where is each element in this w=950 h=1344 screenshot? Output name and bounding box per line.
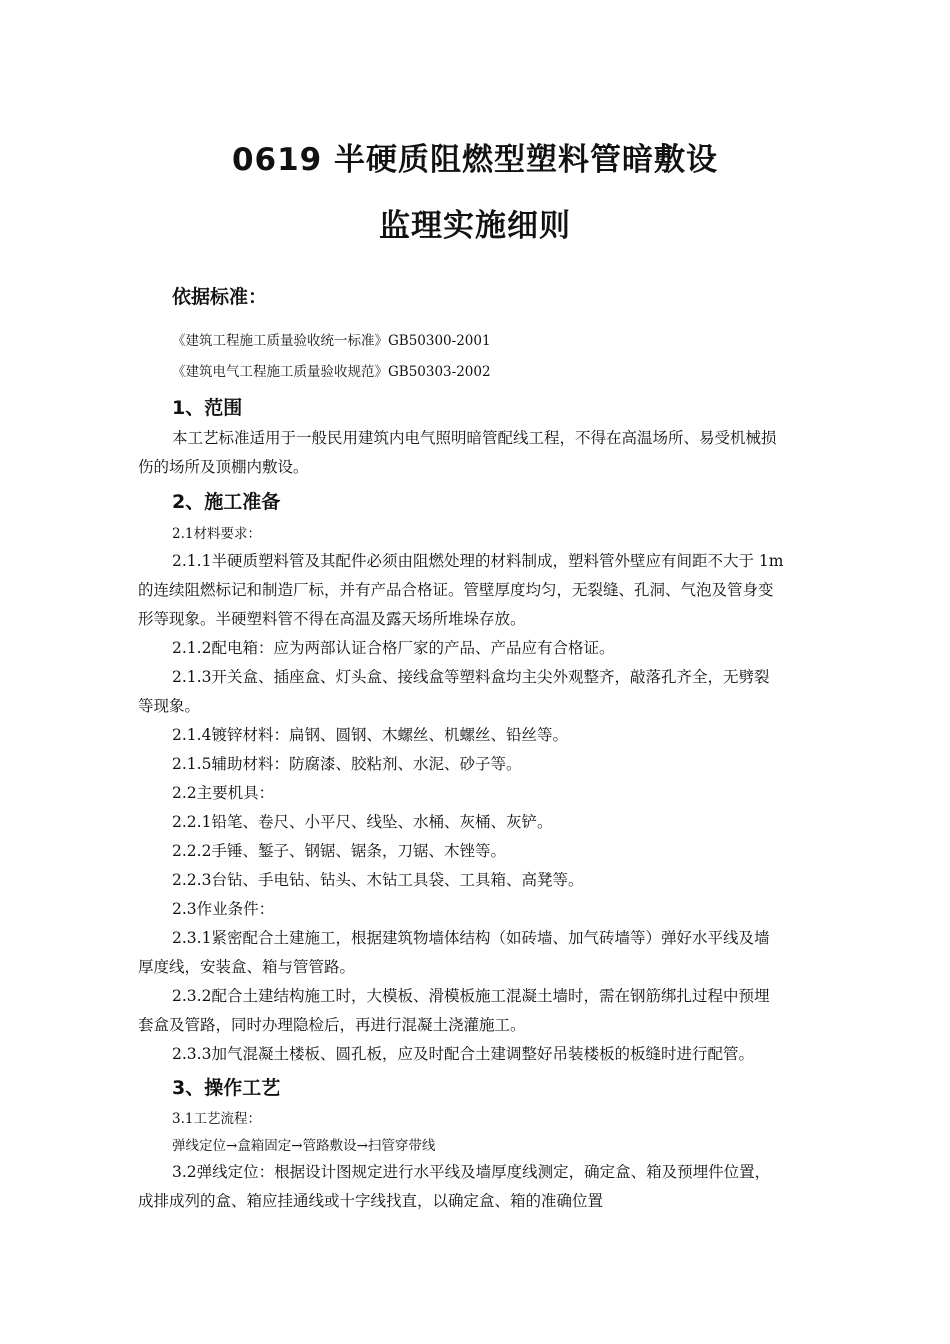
section-3-line: 3.1工艺流程： (172, 1111, 261, 1127)
section-1-heading: 1、范围 (172, 397, 243, 419)
section-2-line: 2.1.5辅助材料：防腐漆、胶粘剂、水泥、砂子等。 (172, 755, 522, 773)
section-2-line: 2.3.2配合土建结构施工时，大模板、滑模板施工混凝土墙时，需在钢筋绑扎过程中预埋 (172, 987, 770, 1005)
section-2-line: 2.3作业条件： (172, 900, 275, 918)
basis-heading: 依据标准： (172, 286, 268, 308)
section-3-process-flow: 弹线定位→盒箱固定→管路敷设→扫管穿带线 (172, 1138, 436, 1154)
document-title-line2: 监理实施细则 (379, 208, 571, 244)
section-2-line: 套盒及管路，同时办理隐检后，再进行混凝土浇灌施工。 (138, 1016, 526, 1034)
section-2-line: 2.3.3加气混凝土楼板、圆孔板，应及时配合土建调整好吊装楼板的板缝时进行配管。 (172, 1045, 754, 1063)
section-2-line: 2.1.2配电箱：应为两部认证合格厂家的产品、产品应有合格证。 (172, 639, 615, 657)
section-2-line: 2.2.2手锤、錾子、钢锯、锯条，刀锯、木锉等。 (172, 842, 506, 860)
section-2-line: 2.2.3台钻、手电钻、钻头、木钻工具袋、工具箱、高凳等。 (172, 871, 584, 889)
basis-standard-2: 《建筑电气工程施工质量验收规范》GB50303-2002 (172, 364, 491, 380)
section-2-line: 2.1材料要求： (172, 526, 261, 542)
section-3-line: 成排成列的盒、箱应挂通线或十字线找直，以确定盒、箱的准确位置 (138, 1192, 604, 1210)
section-2-line: 2.2.1铅笔、卷尺、小平尺、线坠、水桶、灰桶、灰铲。 (172, 813, 553, 831)
section-2-line: 的连续阻燃标记和制造厂标，并有产品合格证。管壁厚度均匀，无裂缝、孔洞、气泡及管身变 (138, 581, 774, 599)
section-2-line: 厚度线，安装盒、箱与管管路。 (138, 958, 356, 976)
section-2-heading: 2、施工准备 (172, 491, 281, 513)
section-2-line: 2.2主要机具： (172, 784, 275, 802)
section-2-line: 2.1.4镀锌材料：扁钢、圆钢、木螺丝、机螺丝、铅丝等。 (172, 726, 568, 744)
section-3-heading: 3、操作工艺 (172, 1077, 281, 1099)
document-title-line1: 0619 半硬质阻燃型塑料管暗敷设 (231, 142, 719, 178)
section-2-line: 2.1.1半硬质塑料管及其配件必须由阻燃处理的材料制成，塑料管外壁应有间距不大于 1m (172, 552, 784, 570)
section-1-paragraph-line: 伤的场所及顶棚内敷设。 (138, 458, 309, 476)
section-2-line: 形等现象。半硬塑料管不得在高温及露天场所堆垛存放。 (138, 610, 526, 628)
section-1-paragraph-line: 本工艺标准适用于一般民用建筑内电气照明暗管配线工程，不得在高温场所、易受机械损 (172, 429, 777, 447)
section-2-line: 2.3.1紧密配合土建施工，根据建筑物墙体结构（如砖墙、加气砖墙等）弹好水平线及墙 (172, 929, 770, 947)
section-3-line: 3.2弹线定位：根据设计图规定进行水平线及墙厚度线测定，确定盒、箱及预埋件位置， (172, 1163, 771, 1181)
section-2-line: 2.1.3开关盒、插座盒、灯头盒、接线盒等塑料盒均主尖外观整齐，敲落孔齐全，无劈裂 (172, 668, 770, 686)
section-2-line: 等现象。 (138, 697, 201, 715)
basis-standard-1: 《建筑工程施工质量验收统一标准》GB50300-2001 (172, 333, 491, 349)
